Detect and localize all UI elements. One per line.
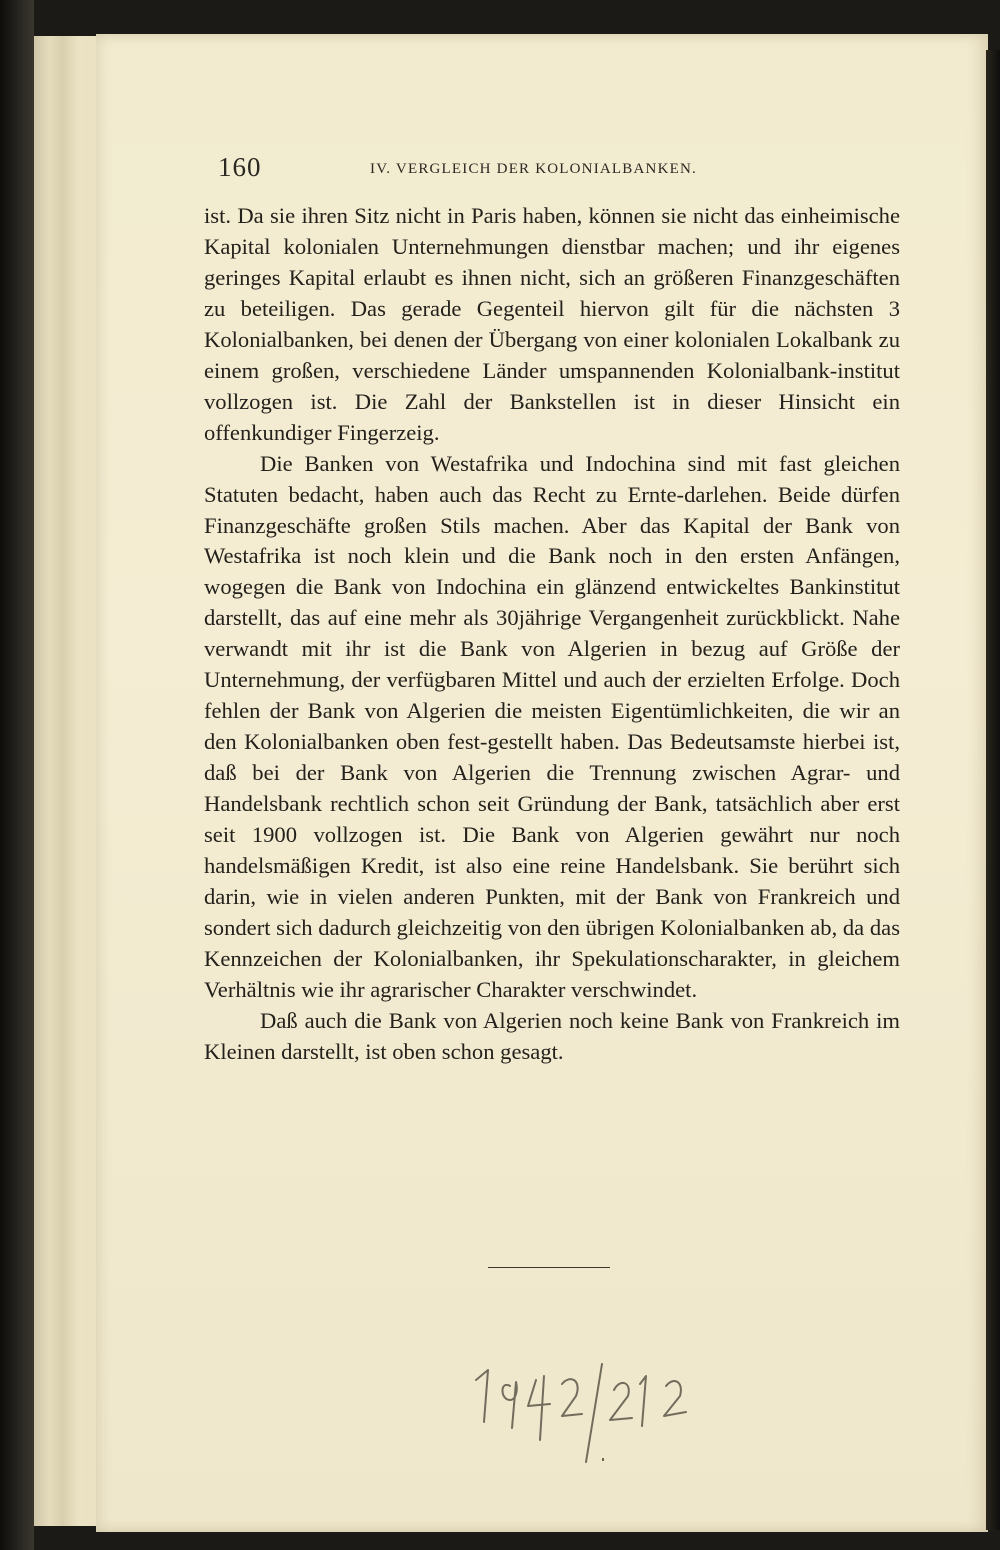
page-stack-edge — [34, 36, 98, 1526]
running-title: IV. VERGLEICH DER KOLONIALBANKEN. — [370, 161, 697, 177]
shelf-mark-pencil-drawing — [470, 1350, 710, 1470]
handwritten-shelf-mark — [470, 1350, 710, 1470]
paragraph-3: Daß auch die Bank von Algerien noch keine Bank von Frankreich im Kleinen darstellt, ist oben schon gesagt. — [204, 1007, 900, 1064]
paragraph-1: ist. Da sie ihren Sitz nicht in Paris haben, können sie nicht das einheimische Kapital kolonialen Unternehmungen dienstbar machen; und ihr eigenes geringes Kapital erlaubt es ihnen nicht, sich an größeren Finanzgeschäften zu beteiligen. Das gerade Gegenteil hiervon gilt für die nächsten 3 Kolonialbanken, bei denen der Übergang von einer kolonialen Lokalbank zu einem großen, verschiedene Länder umspannenden Kolonialbank-institut vollzogen ist. Die Zahl der Bankstellen ist in dieser Hinsicht ein offenkundiger Fingerzeig. — [204, 203, 900, 445]
scan-background-left — [0, 0, 34, 1550]
page-number: 160 — [218, 152, 262, 182]
body-text — [204, 201, 900, 1068]
pencil-tick-mark — [602, 1458, 604, 1461]
running-head — [218, 152, 898, 186]
section-end-rule — [488, 1267, 610, 1268]
scan-background-right — [986, 50, 1000, 1530]
paragraph-2: Die Banken von Westafrika und Indochina sind mit fast gleichen Statuten bedacht, haben auch das Recht zu Ernte-darlehen. Beide dürfen Finanzgeschäfte großen Stils machen. Aber das Kapital der Bank von Westafrika ist noch klein und die Bank noch in den ersten Anfängen, wogegen die Bank von Indochina ein glänzend entwickeltes Bankinstitut darstellt, das auf eine mehr als 30jährige Vergangenheit zurückblickt. Nahe verwandt mit ihr ist die Bank von Algerien in bezug auf Größe der Unternehmung, der verfügbaren Mittel und auch der erzielten Erfolge. Doch fehlen der Bank von Algerien die meisten Eigentümlichkeiten, die wir an den Kolonialbanken oben fest-gestellt haben. Das Bedeutsamste hierbei ist, daß bei der Bank von Algerien die Trennung zwischen Agrar- und Handelsbank rechtlich schon seit Gründung der Bank, tatsächlich aber erst seit 1900 vollzogen ist. Die Bank von Algerien gewährt nur noch handelsmäßigen Kredit, ist also eine reine Handelsbank. Sie berührt sich darin, wie in vielen anderen Punkten, mit der Bank von Frankreich und sondert sich dadurch gleichzeitig von den übrigen Kolonialbanken ab, da das Kennzeichen der Kolonialbanken, ihr Spekulationscharakter, in gleichem Verhältnis wie ihr agrarischer Charakter verschwindet. — [204, 450, 900, 1002]
